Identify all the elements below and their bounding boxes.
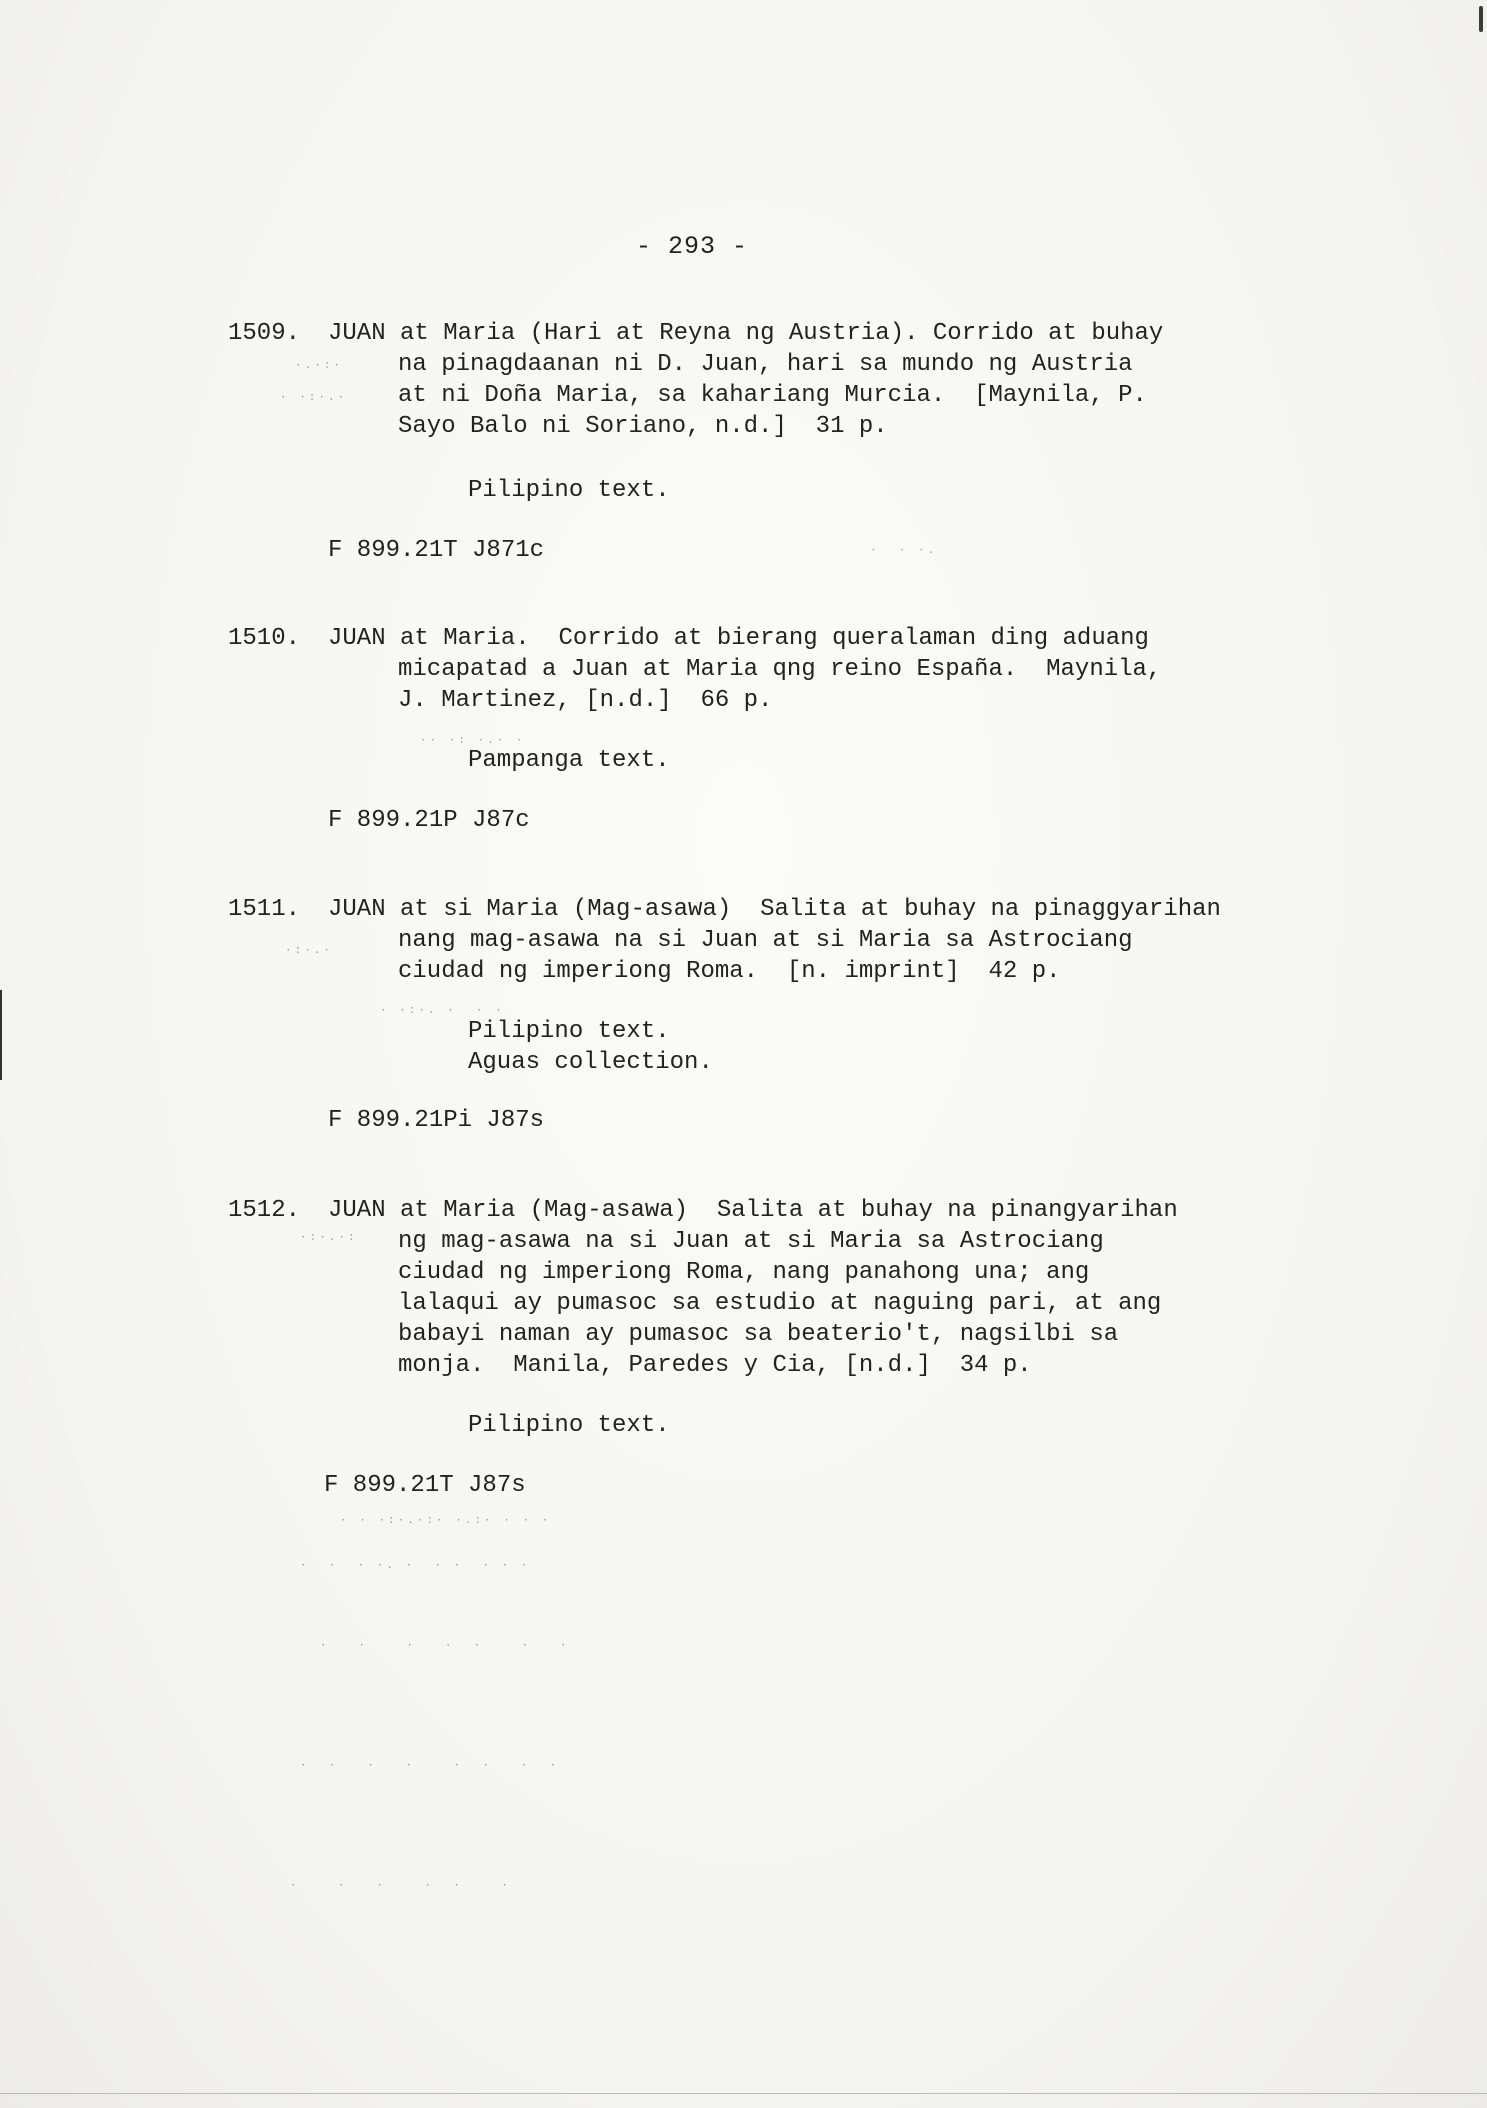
citation-line: JUAN at Maria. Corrido at bierang queralaman ding aduang xyxy=(328,625,1149,652)
entry-citation xyxy=(328,623,1228,716)
scan-noise: ·:·.· xyxy=(285,945,334,957)
citation-line: ng mag-asawa na si Juan at si Maria sa Astrociang xyxy=(398,1228,1104,1255)
citation-line: Sayo Balo ni Soriano, n.d.] 31 p. xyxy=(398,413,888,440)
scan-corner-mark xyxy=(1479,6,1483,32)
entry-number: 1511. xyxy=(228,896,301,923)
entry-note: Pilipino text. xyxy=(468,477,670,504)
entry-number: 1509. xyxy=(228,320,301,347)
citation-line: at ni Doña Maria, sa kahariang Murcia. [Maynila, P. xyxy=(398,382,1147,409)
call-number: F 899.21Pi J87s xyxy=(328,1107,545,1134)
citation-line: nang mag-asawa na si Juan at si Maria sa Astrociang xyxy=(398,927,1133,954)
call-number: F 899.21T J87s xyxy=(324,1472,526,1499)
entry-citation xyxy=(328,318,1228,442)
citation-line: JUAN at si Maria (Mag-asawa) Salita at buhay na pinaggyarihan xyxy=(328,896,1221,923)
page-number: - 293 - xyxy=(636,232,749,261)
scan-edge-mark xyxy=(0,990,2,1080)
scan-noise: ·:·.·: xyxy=(300,1232,358,1244)
scan-noise: · · ·:·.·:· ·.:· · · · xyxy=(340,1515,552,1527)
entry-note: Pilipino text. xyxy=(468,1412,670,1439)
entry-note: Pampanga text. xyxy=(468,747,670,774)
scan-noise: · · · · · · · xyxy=(320,1640,570,1652)
entry-number: 1512. xyxy=(228,1197,301,1224)
scan-noise: · · ·. xyxy=(870,545,938,557)
citation-line: monja. Manila, Paredes y Cia, [n.d.] 34 p. xyxy=(398,1352,1032,1379)
citation-line: J. Martinez, [n.d.] 66 p. xyxy=(398,687,773,714)
entry-citation xyxy=(328,1195,1228,1381)
citation-line: JUAN at Maria (Hari at Reyna ng Austria). Corrido at buhay xyxy=(328,320,1164,347)
scan-noise: · · · · · · · · xyxy=(300,1760,560,1772)
citation-line: micapatad a Juan at Maria qng reino España. Maynila, xyxy=(398,656,1162,683)
citation-line: lalaqui ay pumasoc sa estudio at naguing pari, at ang xyxy=(398,1290,1162,1317)
scan-noise: · · · ·. · · · · · · xyxy=(300,1560,531,1572)
citation-line: na pinagdaanan ni D. Juan, hari sa mundo ng Austria xyxy=(398,351,1133,378)
entry-number: 1510. xyxy=(228,625,301,652)
citation-line: ciudad ng imperiong Roma, nang panahong una; ang xyxy=(398,1259,1090,1286)
scan-noise: ·.·:· xyxy=(295,360,344,372)
call-number: F 899.21T J871c xyxy=(328,537,545,564)
scan-noise: · ·:·.· xyxy=(280,392,348,404)
scan-noise: · ·:·. · · · xyxy=(380,1005,505,1017)
entry-note: Aguas collection. xyxy=(468,1049,713,1076)
entry-note: Pilipino text. xyxy=(468,1018,670,1045)
citation-line: babayi naman ay pumasoc sa beaterio't, nagsilbi sa xyxy=(398,1321,1119,1348)
scan-footer-strip xyxy=(0,2093,1487,2108)
entry-citation xyxy=(328,894,1228,987)
citation-line: ciudad ng imperiong Roma. [n. imprint] 42 p. xyxy=(398,958,1061,985)
call-number: F 899.21P J87c xyxy=(328,807,530,834)
citation-line: JUAN at Maria (Mag-asawa) Salita at buhay na pinangyarihan xyxy=(328,1197,1178,1224)
scan-noise: ·· ·: ·.· · xyxy=(420,735,526,747)
scan-noise: · · · · · · xyxy=(290,1880,511,1892)
